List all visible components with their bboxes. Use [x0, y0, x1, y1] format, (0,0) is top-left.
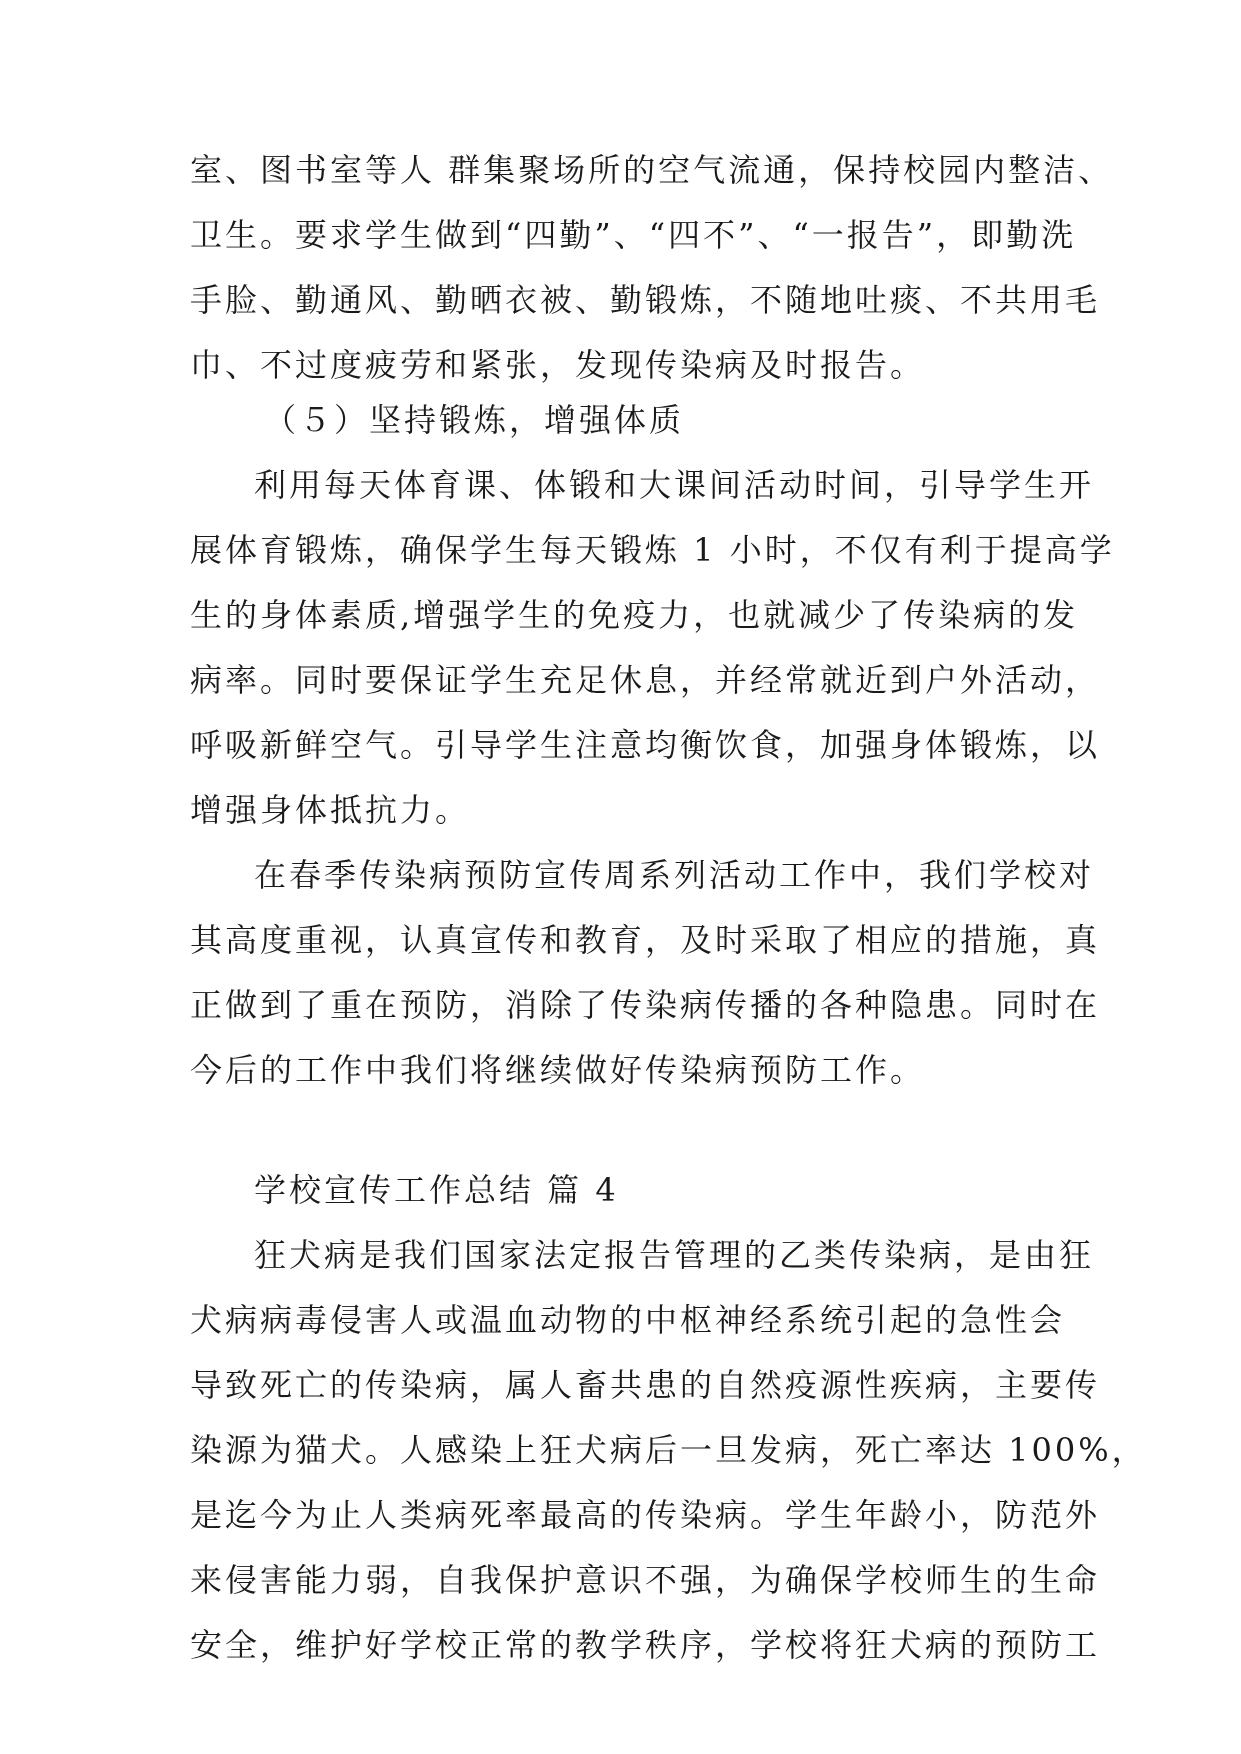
text-line: 犬病病毒侵害人或温血动物的中枢神经系统引起的急性会 [190, 1301, 1066, 1339]
text-line: 增强身体抵抗力。 [190, 791, 471, 829]
text-line: 手脸、勤通风、勤晒衣被、勤锻炼，不随地吐痰、不共用毛 [190, 281, 1101, 319]
text-line: 正做到了重在预防，消除了传染病传播的各种隐患。同时在 [190, 986, 1101, 1024]
text-line: 染源为猫犬。人感染上狂犬病后一旦发病，死亡率达 100%， [190, 1431, 1147, 1469]
text-line: 是迄今为止人类病死率最高的传染病。学生年龄小，防范外 [190, 1496, 1101, 1534]
text-line: 来侵害能力弱，自我保护意识不强，为确保学校师生的生命 [190, 1561, 1101, 1599]
text-line: 室、图书室等人 群集聚场所的空气流通，保持校园内整洁、 [190, 151, 1114, 189]
text-line: 导致死亡的传染病，属人畜共患的自然疫源性疾病，主要传 [190, 1366, 1101, 1404]
text-line: 病率。同时要保证学生充足休息，并经常就近到户外活动， [190, 661, 1101, 699]
text-line: 安全，维护好学校正常的教学秩序，学校将狂犬病的预防工 [190, 1626, 1101, 1664]
text-line: 生的身体素质,增强学生的免疫力，也就减少了传染病的发 [190, 596, 1079, 634]
section-subheading: （５）坚持锻炼，增强体质 [264, 401, 685, 439]
text-line: 卫生。要求学生做到“四勤”、“四不”、“一报告”，即勤洗 [190, 216, 1077, 254]
text-line: 呼吸新鲜空气。引导学生注意均衡饮食，加强身体锻炼，以 [190, 726, 1101, 764]
section-heading: 学校宣传工作总结 篇 4 [254, 1171, 619, 1209]
text-line: 展体育锻炼，确保学生每天锻炼 1 小时，不仅有利于提高学 [190, 531, 1115, 569]
paragraph-first-line: 狂犬病是我们国家法定报告管理的乙类传染病，是由狂 [254, 1236, 1095, 1274]
text-line: 其高度重视，认真宣传和教育，及时采取了相应的措施，真 [190, 921, 1101, 959]
text-line: 巾、不过度疲劳和紧张，发现传染病及时报告。 [190, 346, 926, 384]
paragraph-first-line: 利用每天体育课、体锻和大课间活动时间，引导学生开 [254, 466, 1095, 504]
paragraph-first-line: 在春季传染病预防宣传周系列活动工作中，我们学校对 [254, 856, 1095, 894]
text-line: 今后的工作中我们将继续做好传染病预防工作。 [190, 1051, 926, 1089]
